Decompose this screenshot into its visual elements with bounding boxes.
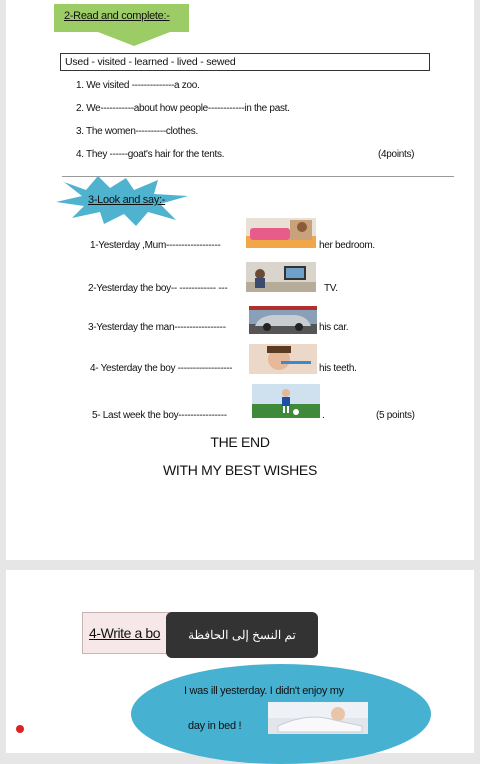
record-indicator-icon	[16, 725, 24, 733]
oval-text-line-2: day in bed !	[188, 720, 242, 732]
bedroom-image	[246, 218, 316, 248]
sick-in-bed-image	[268, 702, 368, 734]
clipboard-toast: تم النسخ إلى الحافظة	[166, 612, 318, 658]
look-item-3-prompt: 3-Yesterday the man-----------------	[88, 322, 226, 333]
question-2: 2. We-----------about how people------------in the past.	[76, 103, 290, 114]
section4-title: 4-Write a bo	[82, 612, 174, 654]
football-image	[252, 384, 320, 418]
word-bank: Used - visited - learned - lived - sewed	[60, 53, 430, 71]
best-wishes-heading: WITH MY BEST WISHES	[162, 462, 318, 478]
look-item-5-ending: .	[322, 410, 325, 421]
look-item-4-ending: his teeth.	[319, 363, 357, 374]
question-1: 1. We visited --------------a zoo.	[76, 80, 200, 91]
the-end-heading: THE END	[210, 434, 270, 450]
section2-points: (4points)	[378, 149, 415, 160]
look-item-2-prompt: 2-Yesterday the boy-- ------------ ---	[88, 283, 228, 294]
look-item-5-prompt: 5- Last week the boy----------------	[92, 410, 227, 421]
banner-arrow-icon	[98, 32, 170, 46]
look-item-4-prompt: 4- Yesterday the boy ------------------	[90, 363, 233, 374]
section3-points: (5 points)	[376, 410, 415, 421]
look-item-1-prompt: 1-Yesterday ,Mum------------------	[90, 240, 221, 251]
worksheet-page-1	[6, 0, 474, 560]
oval-text-line-1: I was ill yesterday. I didn't enjoy my	[184, 685, 344, 697]
question-4: 4. They ------goat's hair for the tents.	[76, 149, 225, 160]
section2-title: 2-Read and complete:-	[64, 10, 170, 22]
look-item-1-ending: her bedroom.	[319, 240, 375, 251]
question-3: 3. The women----------clothes.	[76, 126, 198, 137]
tv-image	[246, 262, 316, 292]
look-item-3-ending: his car.	[319, 322, 349, 333]
brushing-teeth-image	[249, 344, 317, 374]
worksheet-page-2	[6, 570, 474, 753]
car-image	[249, 306, 317, 334]
look-item-2-ending: TV.	[324, 283, 338, 294]
section3-title: 3-Look and say:-	[88, 194, 166, 206]
